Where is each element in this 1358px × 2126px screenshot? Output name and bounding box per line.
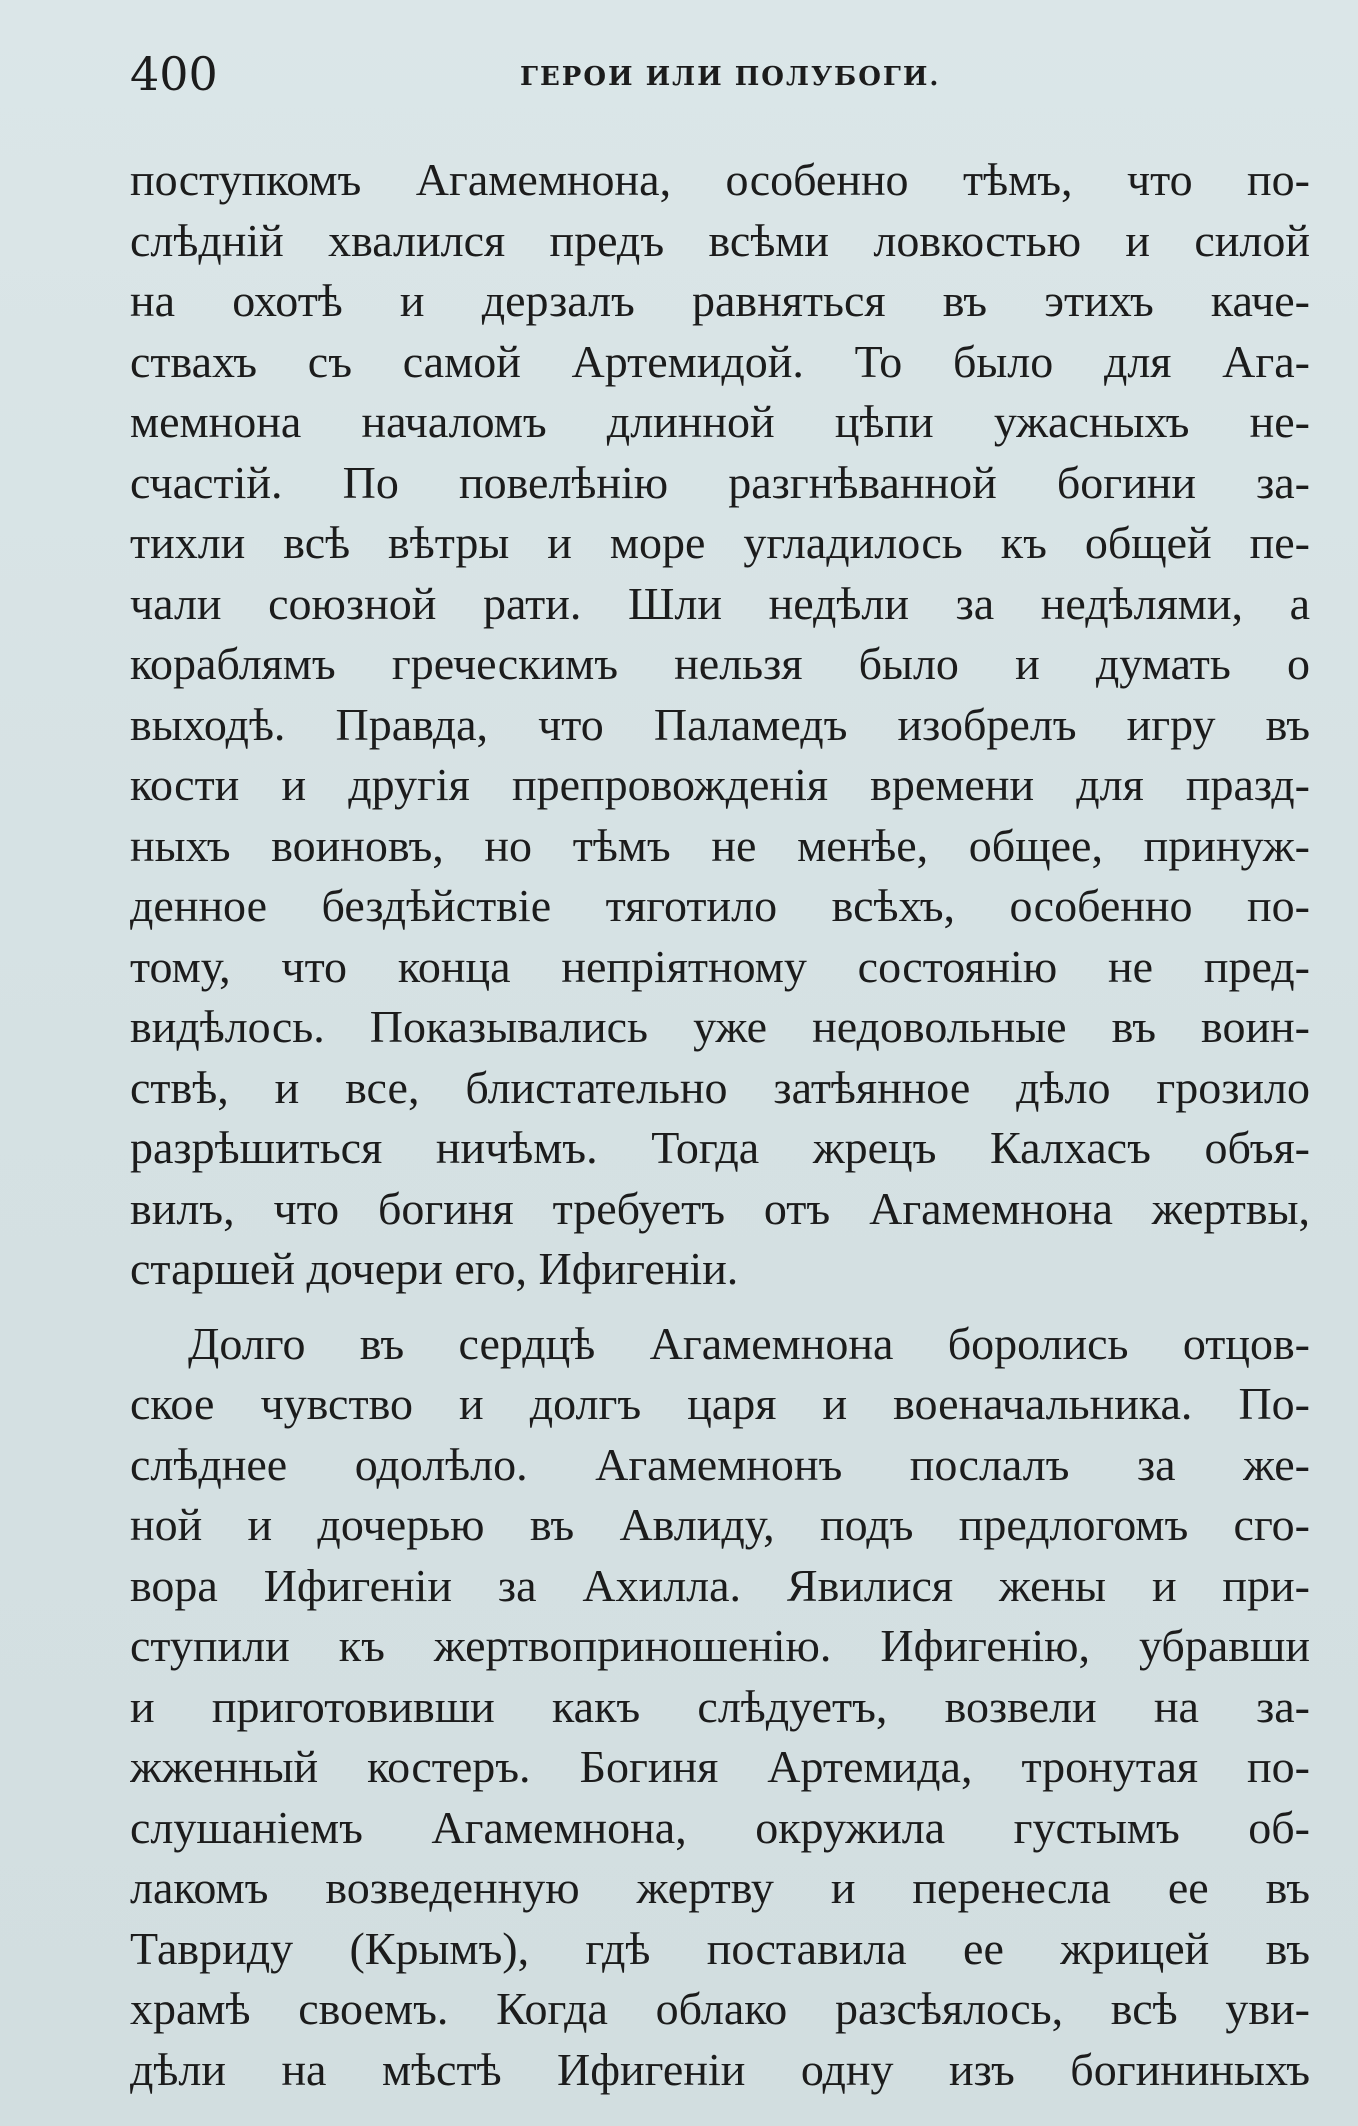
text-line: ступили къ жертвоприношенію. Ифигенію, убравши [130,1620,1310,1671]
text-line: слушаніемъ Агамемнона, окружила густымъ об- [130,1801,1310,1853]
text-line: ское чувство и долгъ царя и военачальника. По- [130,1378,1310,1429]
text-line: видѣлось. Показывались уже недовольные въ воин- [130,1001,1310,1052]
text-line: вора Ифигеніи за Ахилла. Явилися жены и при- [130,1559,1310,1611]
text-line: тому, что конца непріятному состоянію не пред- [130,940,1310,992]
text-line: ствахъ съ самой Артемидой. То было для Ага- [130,335,1310,387]
text-line: храмѣ своемъ. Когда облако разсѣялось, всѣ уви- [130,1983,1310,2034]
text-line: выходѣ. Правда, что Паламедъ изобрелъ игру въ [130,698,1310,750]
text-line: кости и другія препровожденія времени для празд- [130,759,1310,810]
text-line: вилъ, что богиня требуетъ отъ Агамемнона жертвы, [130,1182,1310,1234]
text-line: поступкомъ Агамемнона, особенно тѣмъ, что по- [130,154,1310,205]
text-line: мемнона началомъ длинной цѣпи ужасныхъ не- [130,396,1310,447]
text-line: слѣднее одолѣло. Агамемнонъ послалъ за же- [130,1438,1310,1490]
paragraph [130,150,1310,1300]
text-line: ствѣ, и все, блистательно затѣянное дѣло грозило [130,1061,1310,1113]
text-line: лакомъ возведенную жертву и перенесла ее въ [130,1862,1310,1913]
text-line: дѣли на мѣстѣ Ифигеніи одну изъ богининыхъ [130,2043,1310,2095]
page-header [130,44,1310,104]
paragraph-gap [130,1300,1310,1314]
running-title: ГЕРОИ ИЛИ ПОЛУБОГИ. [520,62,941,92]
text-line: денное бездѣйствіе тяготило всѣхъ, особенно по- [130,880,1310,931]
body-text [130,150,1310,2110]
text-line: жженный костеръ. Богиня Артемида, тронутая по- [130,1741,1310,1792]
text-line: старшей дочери его, Ифигеніи. [130,1243,739,1294]
text-line: Тавриду (Крымъ), гдѣ поставила ее жрицей въ [130,1922,1310,1974]
text-line: слѣдній хвалился предъ всѣми ловкостью и силой [130,214,1310,266]
text-line: ныхъ воиновъ, но тѣмъ не менѣе, общее, принуж- [130,819,1310,871]
text-line: Долго въ сердцѣ Агамемнона боролись отцов- [188,1317,1310,1369]
text-line: на охотѣ и дерзалъ равняться въ этихъ каче- [130,275,1310,326]
page-number: 400 [130,47,218,101]
text-line: ной и дочерью въ Авлиду, подъ предлогомъ сго- [130,1499,1310,1550]
text-line: чали союзной рати. Шли недѣли за недѣлями, а [130,577,1310,629]
text-line: кораблямъ греческимъ нельзя было и думать о [130,638,1310,689]
text-line: разрѣшиться ничѣмъ. Тогда жрецъ Калхасъ объя- [130,1122,1310,1173]
text-line: тихли всѣ вѣтры и море угладилось къ общей пе- [130,517,1310,568]
text-line: и приготовивши какъ слѣдуетъ, возвели на за- [130,1680,1310,1732]
text-line: счастій. По повелѣнію разгнѣванной богини за- [130,456,1310,508]
paragraph [130,1314,1310,2101]
